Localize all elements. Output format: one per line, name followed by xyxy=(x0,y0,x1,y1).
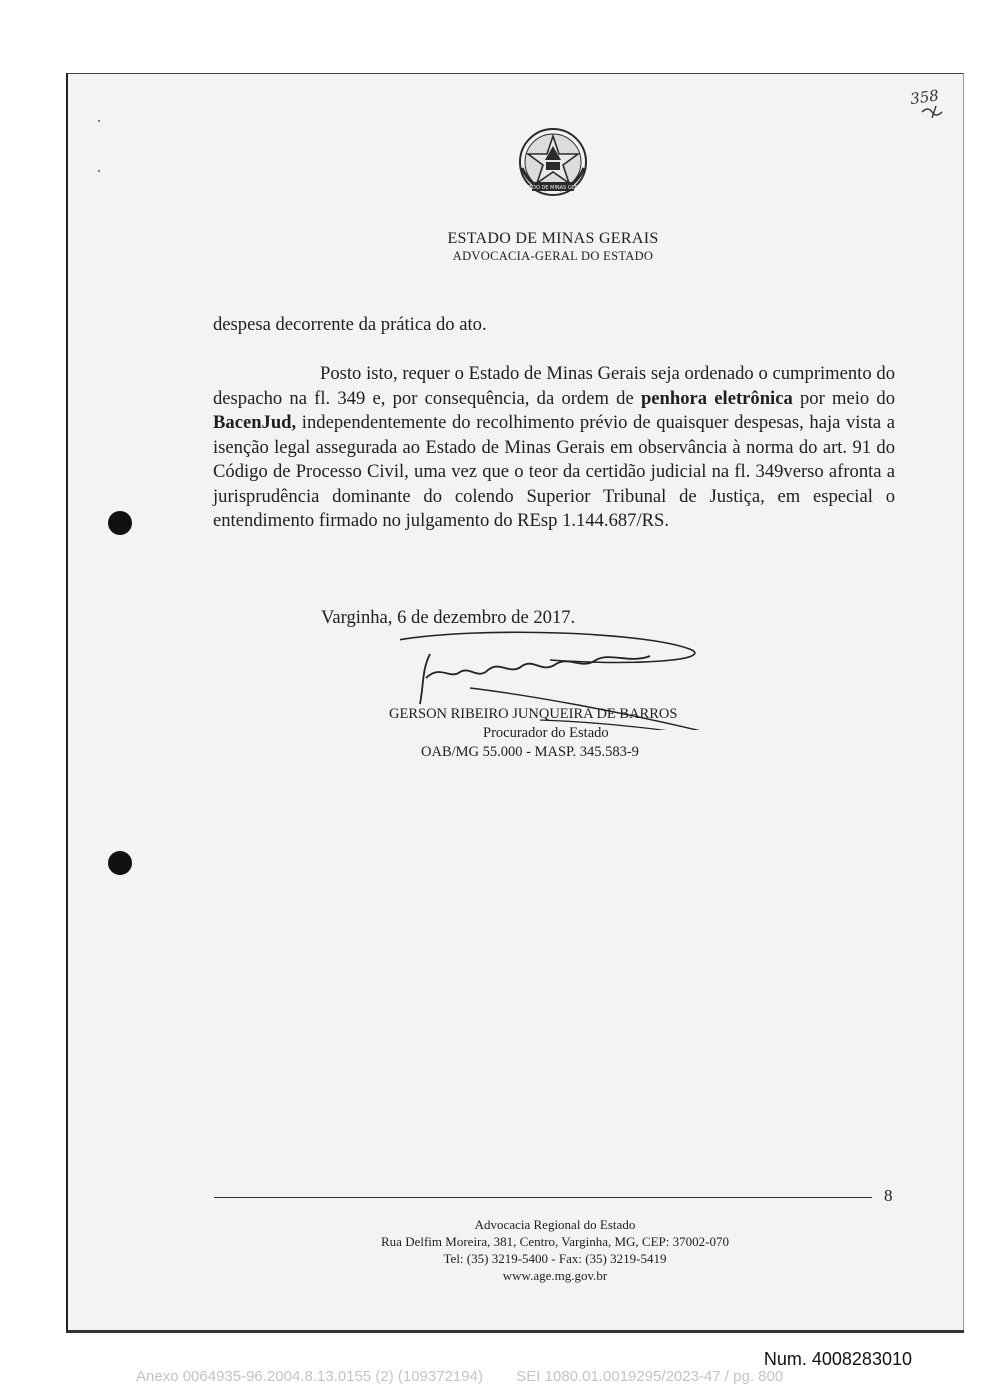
header-state: ESTADO DE MINAS GERAIS xyxy=(447,230,659,247)
scan-bottom-edge xyxy=(66,1330,964,1333)
punch-hole-bottom xyxy=(108,851,132,875)
header-agency: ADVOCACIA-GERAL DO ESTADO xyxy=(452,249,654,263)
scan-speck xyxy=(98,120,100,122)
punch-hole-top xyxy=(108,511,132,535)
request-bold-bacenjud: BacenJud, xyxy=(213,412,297,433)
state-seal-logo xyxy=(512,124,594,202)
signer-role: Procurador do Estado xyxy=(483,725,609,741)
request-text-1: Posto isto, requer o Estado de Minas Gerais seja ordenado o cumprimento do despacho na fl. 349 e, por consequência, da ordem de xyxy=(213,363,895,409)
footer-website: www.age.mg.gov.br xyxy=(502,1268,608,1283)
footer-address: Rua Delfim Moreira, 381, Centro, Varginha, MG, CEP: 37002-070 xyxy=(381,1234,729,1249)
page-number: 8 xyxy=(884,1186,893,1205)
request-text-2: por meio do xyxy=(792,387,895,409)
footer-phone: Tel: (35) 3219-5400 - Fax: (35) 3219-5419 xyxy=(443,1251,667,1266)
annex-stamp: Anexo 0064935-96.2004.8.13.0155 (2) (109372194) SEI 1080.01.0019295/2023-47 / pg. 800 xyxy=(136,1368,784,1385)
paragraph-continuation: despesa decorrente da prática do ato. xyxy=(213,314,487,335)
request-bold-penhora: penhora eletrônica xyxy=(640,387,793,409)
footer-divider xyxy=(214,1197,872,1198)
seal-ribbon-text: ESTADO DE MINAS GERAIS xyxy=(519,185,587,191)
handwritten-folio-number xyxy=(906,84,956,124)
scan-speck xyxy=(98,170,100,172)
document-number: Num. 4008283010 xyxy=(763,1349,912,1369)
footer-office: Advocacia Regional do Estado xyxy=(474,1217,636,1232)
signer-ids: OAB/MG 55.000 - MASP. 345.583-9 xyxy=(421,744,639,760)
date-line: Varginha, 6 de dezembro de 2017. xyxy=(321,607,576,628)
paragraph-request xyxy=(213,362,895,534)
request-text-3: independentemente do recolhimento prévio de quaisquer despesas, haja vista a isenção legal assegurada ao Estado de Minas Gerais em observância à norma do art. 91 do Código de Processo Civil, uma vez que o teor da certidão judicial na fl. 349verso afronta a jurisprudência dominante do colendo Superior Tribunal de Justiça, em especial o entendimento firmado no julgamento do REsp 1.144.687/RS. xyxy=(213,412,895,531)
folio-digits: 358 xyxy=(909,86,940,109)
signer-name: GERSON RIBEIRO JUNQUEIRA DE BARROS xyxy=(389,706,678,722)
